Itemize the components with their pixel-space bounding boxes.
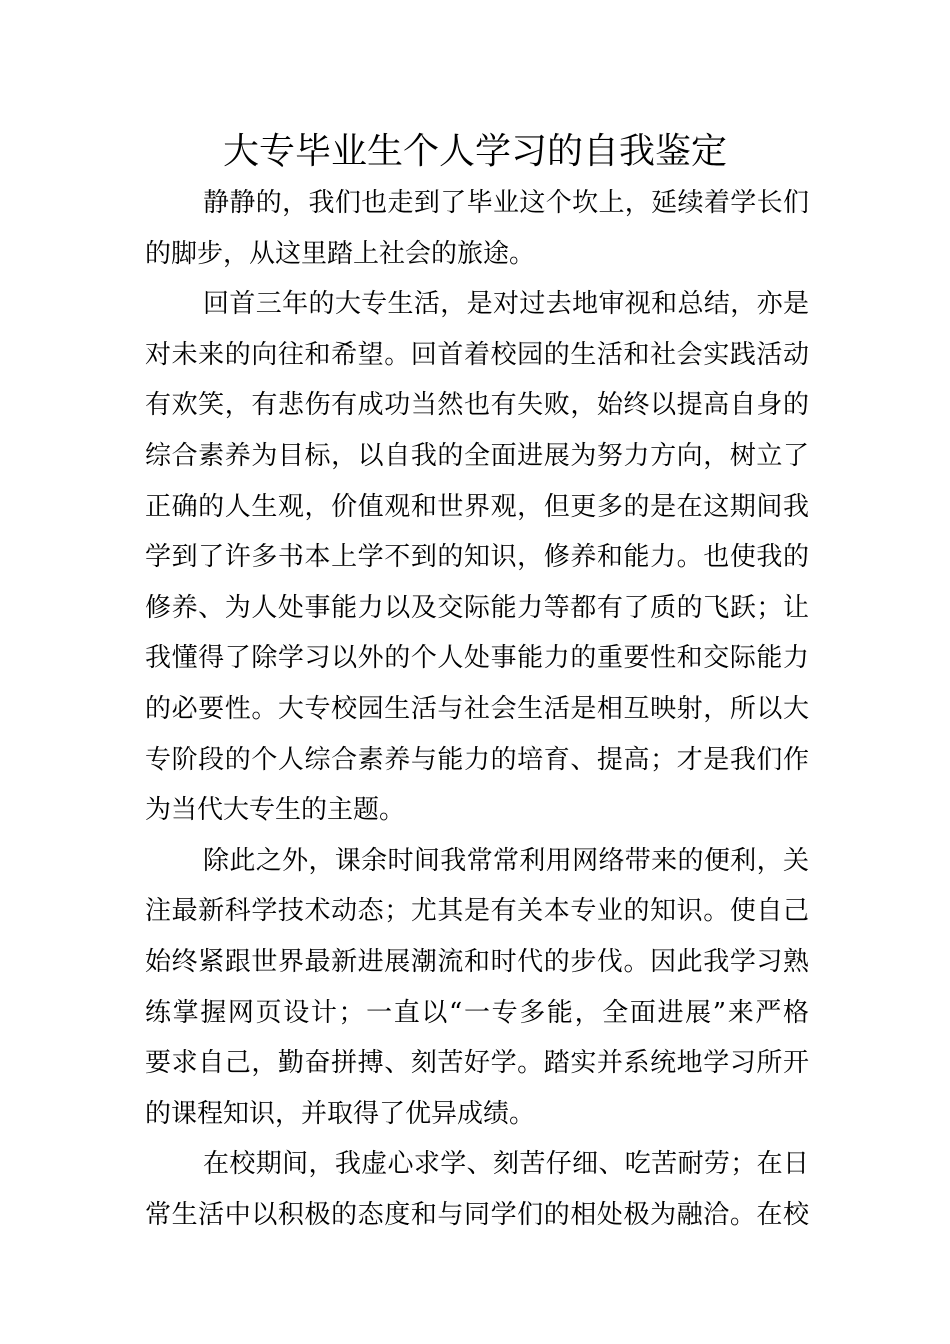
text-line: 对未来的向往和希望。回首着校园的生活和社会实践活动 bbox=[145, 339, 809, 370]
text-line: 修养、为人处事能力以及交际能力等都有了质的飞跃；让 bbox=[145, 592, 809, 623]
text-line: 学到了许多书本上学不到的知识，修养和能力。也使我的 bbox=[145, 542, 809, 573]
text-line: 练掌握网页设计；一直以“一专多能，全面进展”来严格 bbox=[145, 997, 809, 1028]
text-line: 始终紧跟世界最新进展潮流和时代的步伐。因此我学习熟 bbox=[145, 946, 809, 977]
text-line: 要求自己，勤奋拼搏、刻苦好学。踏实并系统地学习所开 bbox=[145, 1048, 809, 1079]
text-line: 回首三年的大专生活，是对过去地审视和总结，亦是 bbox=[203, 289, 809, 320]
paragraph-1 bbox=[145, 178, 809, 279]
text-line: 注最新科学技术动态；尤其是有关本专业的知识。使自己 bbox=[145, 896, 809, 927]
text-line: 的脚步，从这里踏上社会的旅途。 bbox=[145, 238, 536, 269]
text-line: 除此之外，课余时间我常常利用网络带来的便利，关 bbox=[203, 845, 809, 876]
document-title: 大专毕业生个人学习的自我鉴定 bbox=[222, 131, 727, 172]
document-body bbox=[145, 178, 809, 1240]
paragraph-2 bbox=[145, 279, 809, 836]
text-line: 专阶段的个人综合素养与能力的培育、提高；才是我们作 bbox=[145, 744, 809, 775]
text-line: 在校期间，我虚心求学、刻苦仔细、吃苦耐劳；在日 bbox=[203, 1149, 809, 1180]
paragraph-4 bbox=[145, 1139, 809, 1240]
text-line: 我懂得了除学习以外的个人处事能力的重要性和交际能力 bbox=[145, 643, 809, 674]
text-line: 为当代大专生的主题。 bbox=[145, 795, 406, 826]
text-line: 常生活中以积极的态度和与同学们的相处极为融洽。在校 bbox=[145, 1199, 809, 1230]
text-line: 静静的，我们也走到了毕业这个坎上，延续着学长们 bbox=[203, 188, 809, 218]
text-line: 正确的人生观，价值观和世界观，但更多的是在这期间我 bbox=[145, 491, 809, 522]
text-line: 的课程知识，并取得了优异成绩。 bbox=[145, 1098, 536, 1129]
text-line: 有欢笑，有悲伤有成功当然也有失败，始终以提高自身的 bbox=[145, 390, 809, 421]
text-line: 的必要性。大专校园生活与社会生活是相互映射，所以大 bbox=[145, 693, 809, 724]
text-line: 综合素养为目标，以自我的全面进展为努力方向，树立了 bbox=[145, 440, 809, 471]
paragraph-3 bbox=[145, 836, 809, 1140]
